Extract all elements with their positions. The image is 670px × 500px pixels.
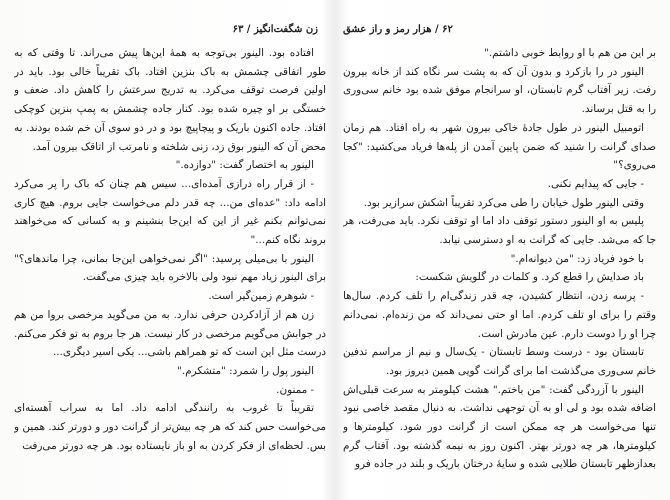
paragraph: - جایی که پیدایم نکنی. xyxy=(547,177,644,190)
paragraph: - از قرار راه درازی آمده‌ای... سیس هم چنان که باک را پر می‌کرد ادامه داد: "عده‌ای من... چه قدر دلم می‌خواست جایی بروم. هیچ کاری نمی‌توانم بکنم غیر از این که این‌جا بنشینم و به کسانی که می‌خواهند بروند نگاه کنم..." xyxy=(14,177,326,247)
paragraph: الینور در را بازکرد و بدون آن که به پشت سر نگاه کند از خانه بیرون رفت. زیر آفتاب گرم تابستان، او سرانجام موفق شده بود خانم سی‌وری را به قتل برساند. xyxy=(343,65,656,116)
paragraph: الینور پول را شمرد: "متشکرم." xyxy=(177,364,314,377)
right-page xyxy=(343,22,656,492)
right-page-body xyxy=(343,44,656,474)
paragraph: - ممنون. xyxy=(276,383,314,396)
paragraph: - شوهرم زمین‌گیر است. xyxy=(208,290,314,303)
left-page xyxy=(14,22,326,492)
left-page-header: زن شگفت‌انگیز / ۶۳ xyxy=(232,24,318,35)
paragraph: زن هم از آزادکردن حرفی ندارد. به من می‌گوید مرخصی بروا من هم در جوابش می‌گویم مرخصی در کار نیست. هر جا بروم به تو فکر می‌کنم. درست مثل این است که تو همراهم باشی... یکی اسیر دیگری... xyxy=(14,308,326,359)
paragraph: تقریباً تا غروب به رانندگی ادامه داد. اما به سراب آهسته‌ای می‌خواست حس کند که هر چه بیش‌تر از گرانت دور و دورتر کند. همین و بس. لحظه‌ای از فکر کردن به او باز نایستاده بود. هر چه دورتر می‌رفت xyxy=(14,402,326,452)
paragraph: وقتی الینور طول خیابان را طی می‌کرد تقریباً اشکش سرازیر بود. xyxy=(363,196,644,209)
paragraph: الینور با آزردگی گفت: "من باختم." هشت کیلومتر به سرعت قبلی‌اش اضافه شده بود و لی او به آن توجهی نداشت. به دنبال مقصد خاصی نبود تنها می‌خواست هر چه ممکن است از گرانت دور شود. کیلومترها و کیلومترها، هر چه دورتر بهتر. اکنون روز به نیمه گذشته بود. آفتاب گرم بعدازظهر تابستان طلایی شده و سایهٔ درختان باریک و بلند در جاده فرو xyxy=(343,383,656,471)
paragraph: الینور با بی‌میلی پرسید: "اگر نمی‌خواهی این‌جا بمانی، چرا ماندهای؟" برای الینور زیاد مهم نبود ولی بالاخره باید چیزی می‌گفت. xyxy=(14,252,326,284)
paragraph: با خود فریاد زد: "من دیوانه‌ام." xyxy=(510,252,644,265)
paragraph: - پرسه زدن، انتظار کشیدن، چه قدر زندگی‌ام را تلف کردم. سال‌ها وقتم را برای او تلف کردم. اما او حتی نمی‌داند که من زنده‌ام. نمی‌دانم چرا او را دوست دارم. عین مادرش است. xyxy=(343,290,656,340)
right-page-header: ۶۲ / هزار رمز و راز عشق xyxy=(343,24,453,35)
paragraph: بر این من هم با او روابط خوبی داشتم." xyxy=(484,47,656,59)
paragraph: اتومبیل الینور در طول جادهٔ خاکی بیرون شهر به راه افتاد. هم زمان صدای گرانت را شنید که ضمن پایین آمدن از پله‌ها فریاد می‌کشید: "کجا می‌روی؟" xyxy=(343,121,656,172)
paragraph: الینور به اختصار گفت: "دوازده." xyxy=(175,159,314,172)
paragraph: تابستان بود - درست وسط تابستان - یک‌سال و نیم از مراسم تدفین خانم سی‌وری می‌گذشت اما برای گرانت گویی همین دیروز بود. xyxy=(343,346,656,377)
paragraph: افتاده بود. الینور بی‌توجه به همهٔ این‌ها پیش می‌راند. تا وقتی که به طور اتفاقی چشمش به باک بنزین افتاد. باک تقریباً خالی بود. باید در اولین فرصت توقف می‌کرد. به تدریج سرعتش را کاهش داد. ضعف و خستگی بر او چیره شده بود. کنار جاده چشمش به پمپ بنزین کوچکی افتاد. جاده اکنون باریک و پیچاپیچ بود و در دو سوی آن خم شده بودند. به محض آن که الینور بوق زد، زنی شلخته و نامرتب از اتاقک بیرون آمد. xyxy=(14,47,326,153)
paragraph: باد صدایش را قطع کرد. و کلمات در گلویش شکست: xyxy=(415,271,644,284)
left-page-body xyxy=(14,44,326,455)
paragraph: پلیس به او الینور دستور توقف داد اما او توقف نکرد. باید می‌رفت، هر جا که می‌شد. جایی که گرانت به او دسترسی نیابد. xyxy=(343,215,656,247)
